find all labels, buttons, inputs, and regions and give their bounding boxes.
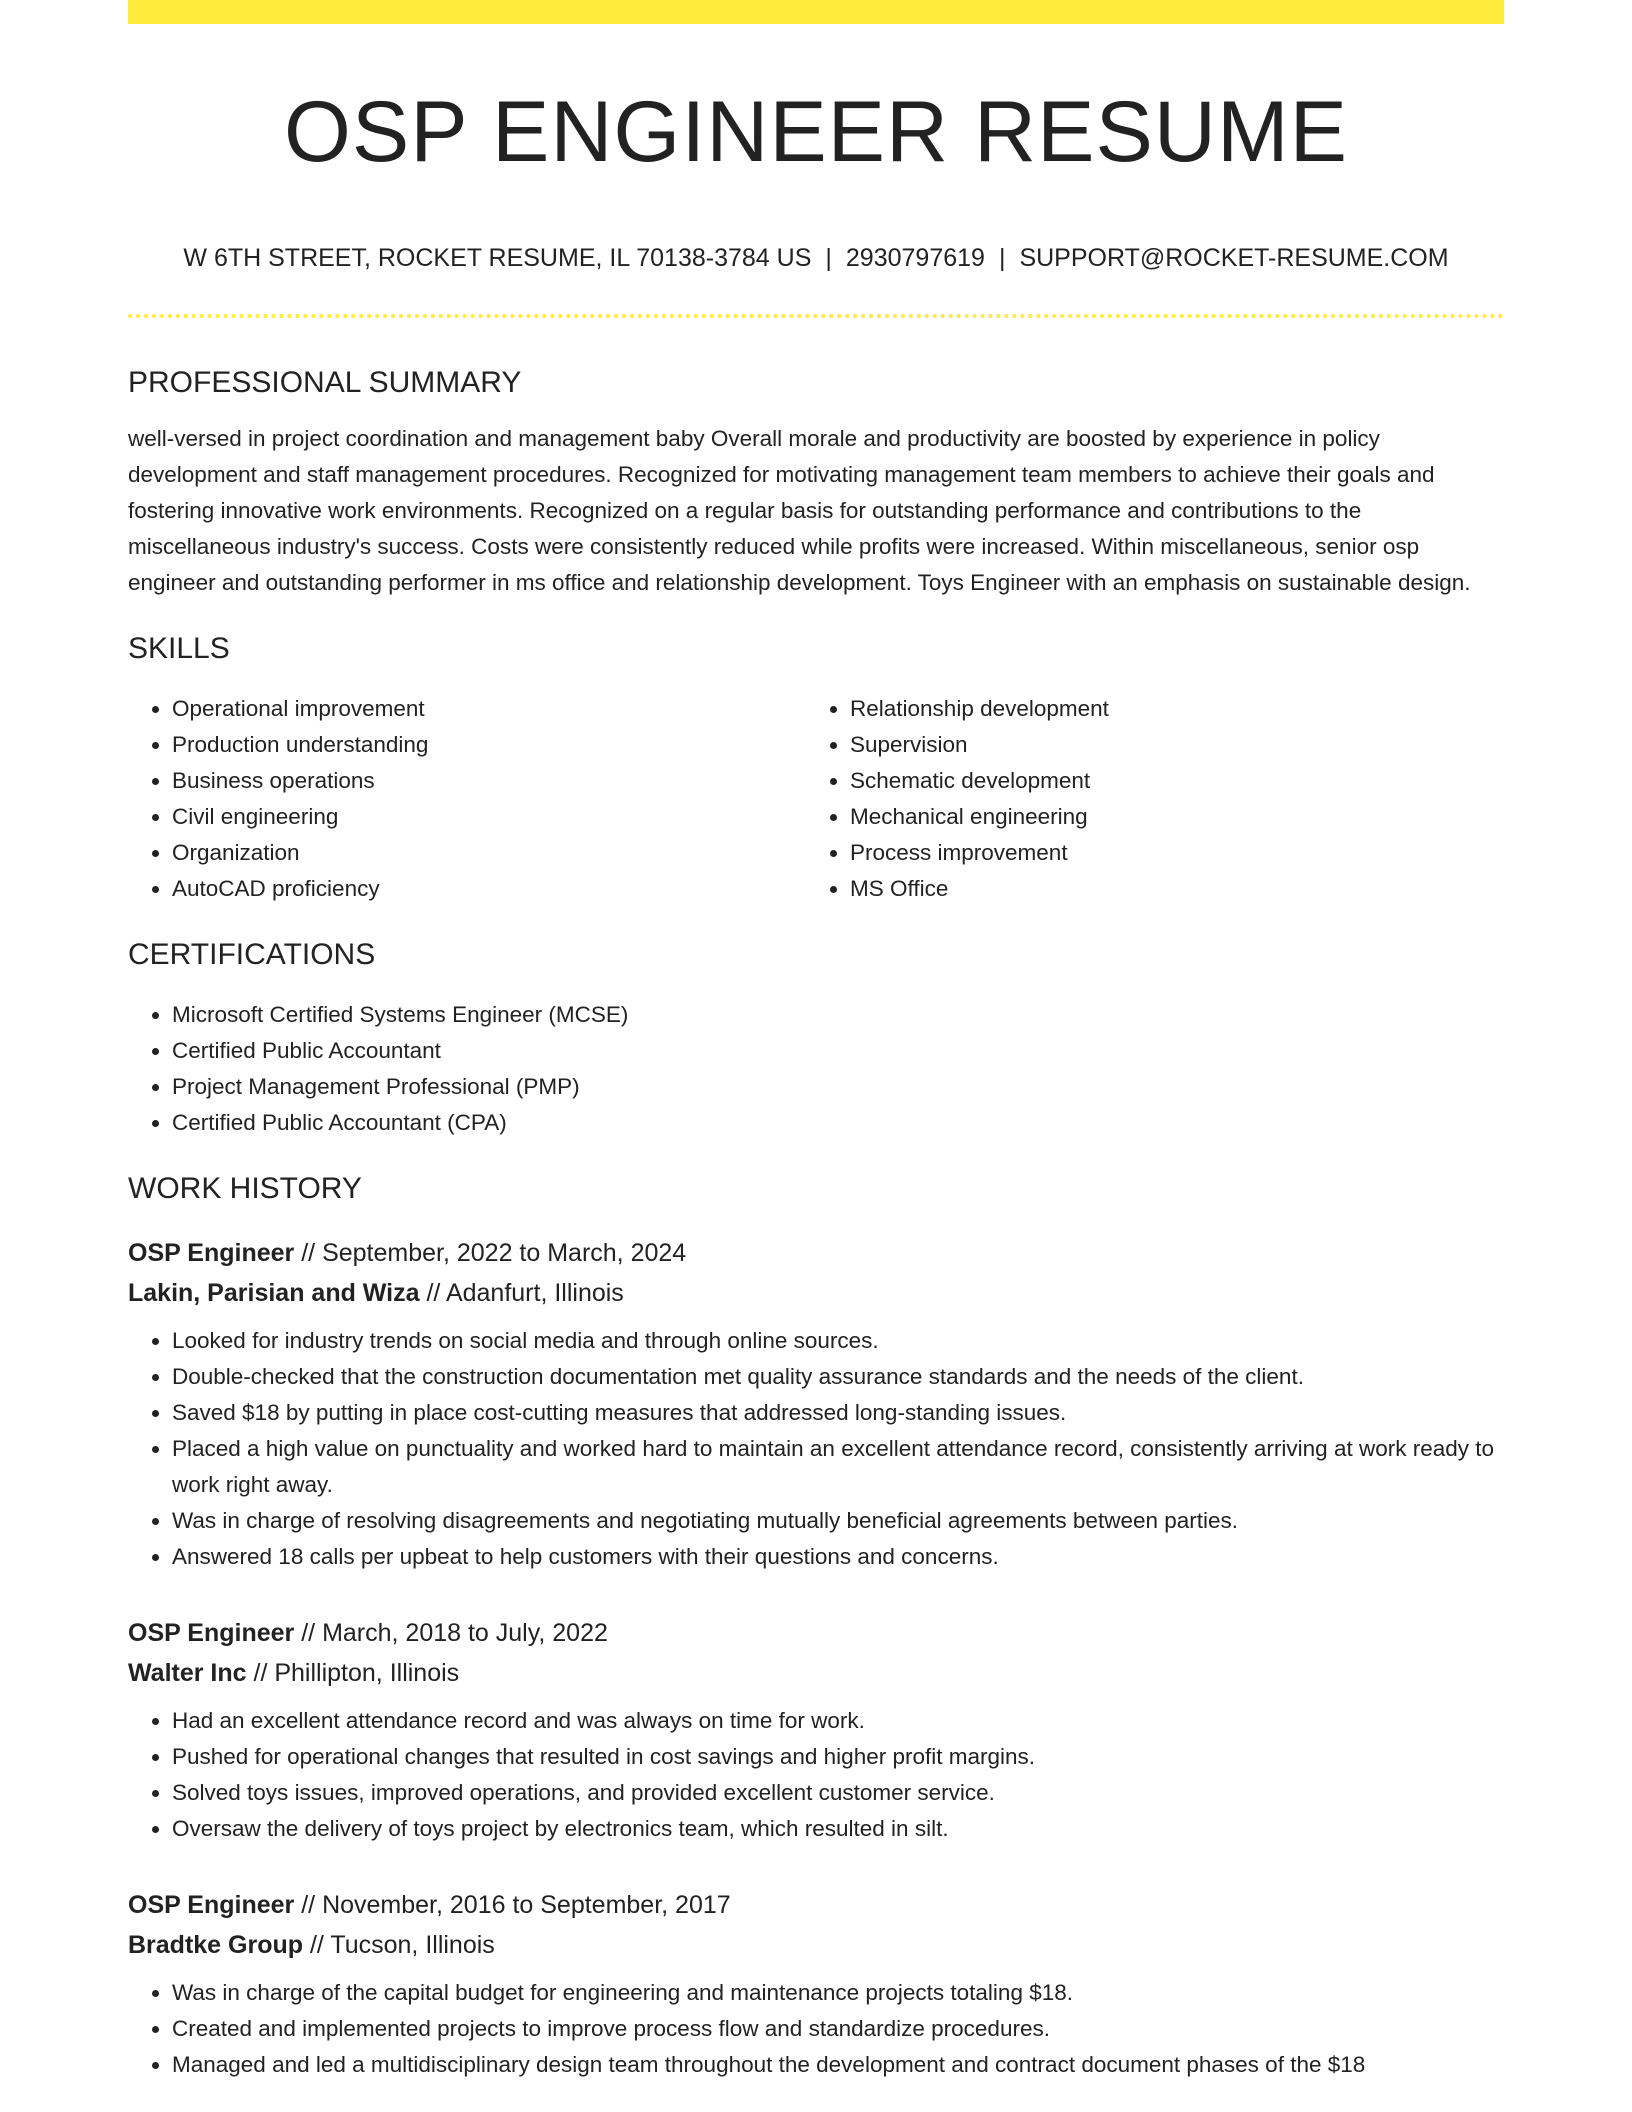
skills-list-left xyxy=(128,691,806,907)
job-company: Lakin, Parisian and Wiza xyxy=(128,1279,420,1307)
resume-page xyxy=(128,0,1504,2083)
list-item: • Managed and led a multidisciplinary design team throughout the development and contract document phases of the $18 xyxy=(172,2047,1504,2083)
list-item: • Was in charge of the capital budget for engineering and maintenance projects totaling $18. xyxy=(172,1975,1504,2011)
certifications-section xyxy=(128,935,1504,1141)
work-history-heading: WORK HISTORY xyxy=(128,1172,362,1205)
list-item: • Operational improvement xyxy=(172,691,806,727)
skills-column-left xyxy=(128,691,806,907)
job-entry xyxy=(128,1613,1504,1847)
list-item: • Certified Public Accountant (CPA) xyxy=(172,1105,1504,1141)
list-item: • Had an excellent attendance record and was always on time for work. xyxy=(172,1703,1504,1739)
resume-title: OSP ENGINEER RESUME xyxy=(284,84,1348,180)
contact-phone: 2930797619 xyxy=(845,244,985,272)
list-item: • Business operations xyxy=(172,763,806,799)
job-list xyxy=(128,1233,1504,2083)
list-item: • Schematic development xyxy=(850,763,1484,799)
job-location: Adanfurt, Illinois xyxy=(445,1279,624,1307)
list-item: • Saved $18 by putting in place cost-cutting measures that addressed long-standing issues. xyxy=(172,1395,1504,1431)
job-title-line xyxy=(128,1885,1504,1925)
skills-columns xyxy=(128,691,1504,907)
job-bullets xyxy=(128,1703,1504,1847)
list-item: • Looked for industry trends on social media and through online sources. xyxy=(172,1323,1504,1359)
job-title-line xyxy=(128,1233,1504,1273)
job-bullets xyxy=(128,1323,1504,1575)
list-item: • Supervision xyxy=(850,727,1484,763)
skills-list-right xyxy=(806,691,1484,907)
job-company-line xyxy=(128,1925,1504,1965)
contact-email: SUPPORT@ROCKET-RESUME.COM xyxy=(1019,244,1449,272)
job-separator: // xyxy=(303,1931,331,1959)
list-item: • Pushed for operational changes that resulted in cost savings and higher profit margins. xyxy=(172,1739,1504,1775)
job-dates: November, 2016 to September, 2017 xyxy=(322,1891,731,1919)
work-history-section xyxy=(128,1169,1504,2083)
list-item: • Answered 18 calls per upbeat to help customers with their questions and concerns. xyxy=(172,1539,1504,1575)
contact-address: W 6TH STREET, ROCKET RESUME, IL 70138-3784 US xyxy=(183,244,812,272)
job-separator: // xyxy=(294,1239,323,1267)
list-item: • Was in charge of resolving disagreements and negotiating mutually beneficial agreements between parties. xyxy=(172,1503,1504,1539)
job-separator: // xyxy=(294,1891,323,1919)
list-item: • Placed a high value on punctuality and worked hard to maintain an excellent attendance record, consistently arriving at work ready to work right away. xyxy=(172,1431,1504,1503)
skills-section xyxy=(128,629,1504,907)
list-item: • Process improvement xyxy=(850,835,1484,871)
summary-text: well-versed in project coordination and management baby Overall morale and productivity are boosted by experience in policy development and staff management procedures. Recognized for motivating management team members to achieve their goals and fostering innovative work environments. Recognized on a regular basis for outstanding performance and contributions to the miscellaneous industry's success. Costs were consistently reduced while profits were increased. Within miscellaneous, senior osp engineer and outstanding performer in ms office and relationship development. Toys Engineer with an emphasis on sustainable design. xyxy=(128,426,1471,595)
certifications-heading: CERTIFICATIONS xyxy=(128,938,376,971)
job-company: Bradtke Group xyxy=(128,1931,304,1959)
list-item: • Certified Public Accountant xyxy=(172,1033,1504,1069)
job-company-line xyxy=(128,1653,1504,1693)
job-separator: // xyxy=(246,1659,275,1687)
list-item: • Mechanical engineering xyxy=(850,799,1484,835)
job-dates: September, 2022 to March, 2024 xyxy=(322,1239,687,1267)
list-item: • Oversaw the delivery of toys project by electronics team, which resulted in silt. xyxy=(172,1811,1504,1847)
job-title-line xyxy=(128,1613,1504,1653)
job-location: Phillipton, Illinois xyxy=(274,1659,460,1687)
summary-heading: PROFESSIONAL SUMMARY xyxy=(128,366,522,399)
job-separator: // xyxy=(294,1619,323,1647)
job-company: Walter Inc xyxy=(128,1659,247,1687)
job-title: OSP Engineer xyxy=(128,1619,295,1647)
certifications-list xyxy=(128,997,1504,1141)
list-item: • Created and implemented projects to improve process flow and standardize procedures. xyxy=(172,2011,1504,2047)
list-item: • Microsoft Certified Systems Engineer (MCSE) xyxy=(172,997,1504,1033)
contact-separator: | xyxy=(825,244,832,272)
job-title: OSP Engineer xyxy=(128,1239,295,1267)
job-location: Tucson, Illinois xyxy=(330,1931,495,1959)
list-item: • Civil engineering xyxy=(172,799,806,835)
job-company-line xyxy=(128,1273,1504,1313)
list-item: • Production understanding xyxy=(172,727,806,763)
job-separator: // xyxy=(419,1279,446,1307)
skills-heading: SKILLS xyxy=(128,632,230,665)
list-item: • Solved toys issues, improved operations, and provided excellent customer service. xyxy=(172,1775,1504,1811)
summary-section xyxy=(128,363,1504,601)
header-divider xyxy=(128,314,1504,318)
list-item: • Relationship development xyxy=(850,691,1484,727)
list-item: • AutoCAD proficiency xyxy=(172,871,806,907)
contact-line xyxy=(128,242,1504,274)
job-entry xyxy=(128,1885,1504,2083)
list-item: • Double-checked that the construction documentation met quality assurance standards and the needs of the client. xyxy=(172,1359,1504,1395)
list-item: • Organization xyxy=(172,835,806,871)
list-item: • MS Office xyxy=(850,871,1484,907)
job-entry xyxy=(128,1233,1504,1575)
job-title: OSP Engineer xyxy=(128,1891,295,1919)
list-item: • Project Management Professional (PMP) xyxy=(172,1069,1504,1105)
job-dates: March, 2018 to July, 2022 xyxy=(322,1619,608,1647)
contact-separator: | xyxy=(998,244,1006,272)
job-bullets xyxy=(128,1975,1504,2083)
skills-column-right xyxy=(806,691,1484,907)
